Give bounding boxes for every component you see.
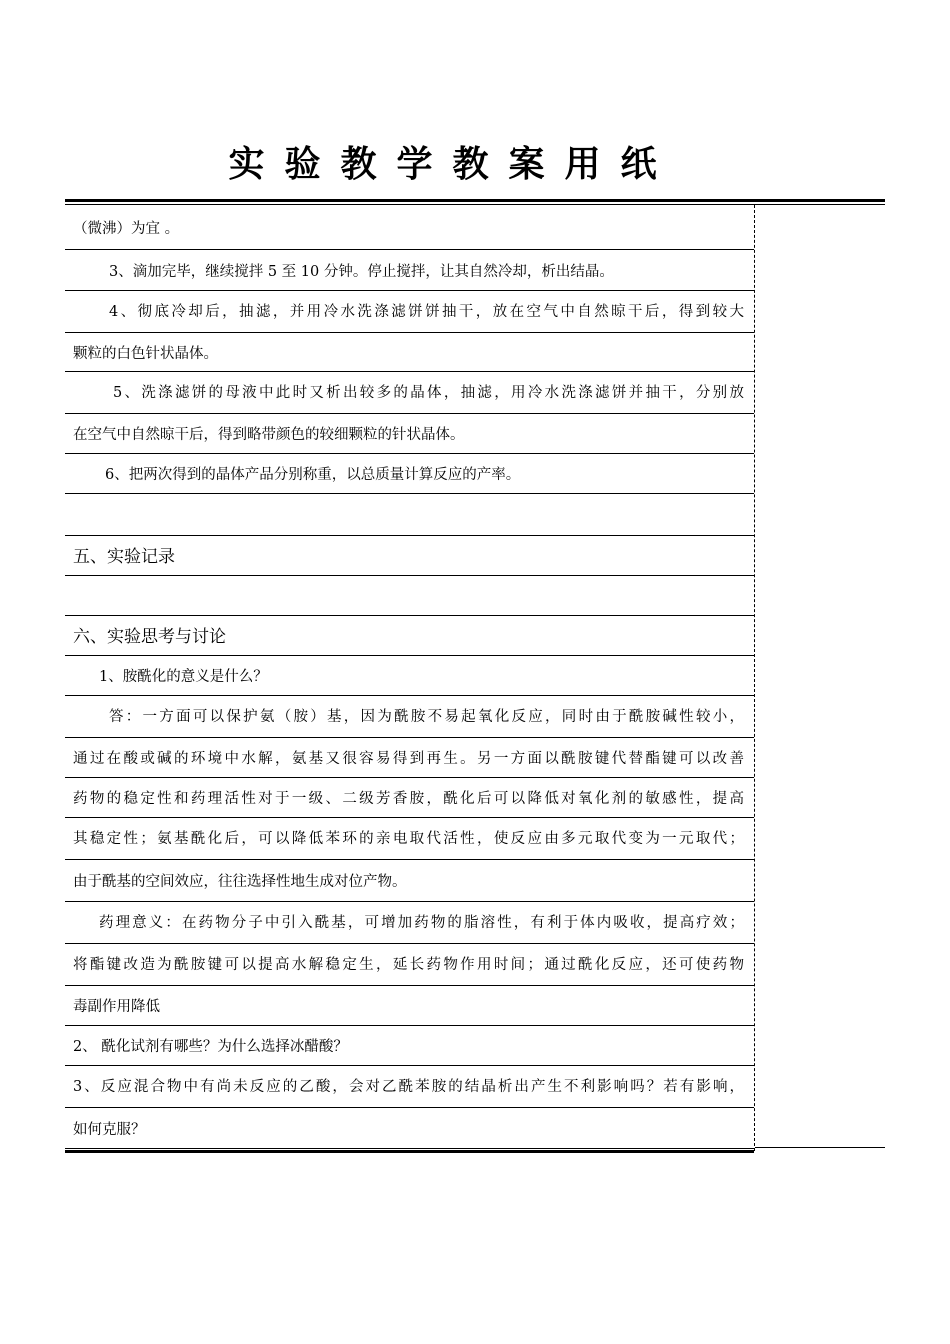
step-4-line: 4、彻底冷却后，抽滤，并用冷水洗涤滤饼饼抽干，放在空气中自然晾干后，得到较大 — [65, 291, 754, 333]
section-heading-discussion: 六、实验思考与讨论 — [65, 616, 754, 656]
text-line: （微沸）为宜 。 — [65, 205, 754, 250]
blank-line — [65, 494, 754, 536]
blank-line — [65, 576, 754, 616]
question-3-continuation: 如何克服？ — [73, 1121, 146, 1138]
step-5-continuation: 在空气中自然晾干后，得到略带颜色的较细颗粒的针状晶体。 — [65, 414, 754, 454]
answer-1-line: 由于酰基的空间效应，往往选择性地生成对位产物。 — [65, 860, 754, 902]
question-3-line: 3、反应混合物中有尚未反应的乙酸，会对乙酰苯胺的结晶析出产生不利影响吗？若有影响， — [65, 1066, 754, 1108]
answer-1-line: 答：一方面可以保护氨（胺）基，因为酰胺不易起氧化反应，同时由于酰胺碱性较小， — [65, 696, 754, 738]
step-5-line: 5、洗涤滤饼的母液中此时又析出较多的晶体，抽滤，用冷水洗涤滤饼并抽干，分别放 — [65, 372, 754, 414]
binding-margin-line — [754, 205, 755, 1151]
section-heading-record: 五、实验记录 — [65, 536, 754, 576]
page-title: 实验教学教案用纸 — [228, 144, 677, 185]
step-6-line: 6、把两次得到的晶体产品分别称重，以总质量计算反应的产率。 — [65, 454, 754, 494]
step-4-continuation: 颗粒的白色针状晶体。 — [65, 333, 754, 372]
question-2: 2、 酰化试剂有哪些？为什么选择冰醋酸？ — [65, 1026, 754, 1066]
header-rule-thick — [65, 199, 885, 202]
answer-1-line: 其稳定性；氨基酰化后，可以降低苯环的亲电取代活性，使反应由多元取代变为一元取代； — [65, 818, 754, 860]
footer-rule-thin — [65, 1148, 754, 1149]
margin-end-line — [755, 1147, 885, 1148]
question-1: 1、胺酰化的意义是什么？ — [65, 656, 754, 696]
answer-1-line: 药物的稳定性和药理活性对于一级、二级芳香胺，酰化后可以降低对氧化剂的敏感性，提高 — [65, 778, 754, 818]
answer-1-line: 通过在酸或碱的环境中水解，氨基又很容易得到再生。另一方面以酰胺键代替酯键可以改善 — [65, 738, 754, 778]
lesson-plan-body — [65, 205, 754, 1148]
pharmacology-line: 药理意义：在药物分子中引入酰基，可增加药物的脂溶性，有利于体内吸收，提高疗效； — [65, 902, 754, 944]
pharmacology-line: 毒副作用降低 — [65, 986, 754, 1026]
pharmacology-line: 将酯键改造为酰胺键可以提高水解稳定生，延长药物作用时间；通过酰化反应，还可使药物 — [65, 944, 754, 986]
step-3-line: 3、滴加完毕，继续搅拌 5 至 10 分钟。停止搅拌，让其自然冷却，析出结晶。 — [65, 250, 754, 291]
footer-rule-thick — [65, 1150, 754, 1153]
